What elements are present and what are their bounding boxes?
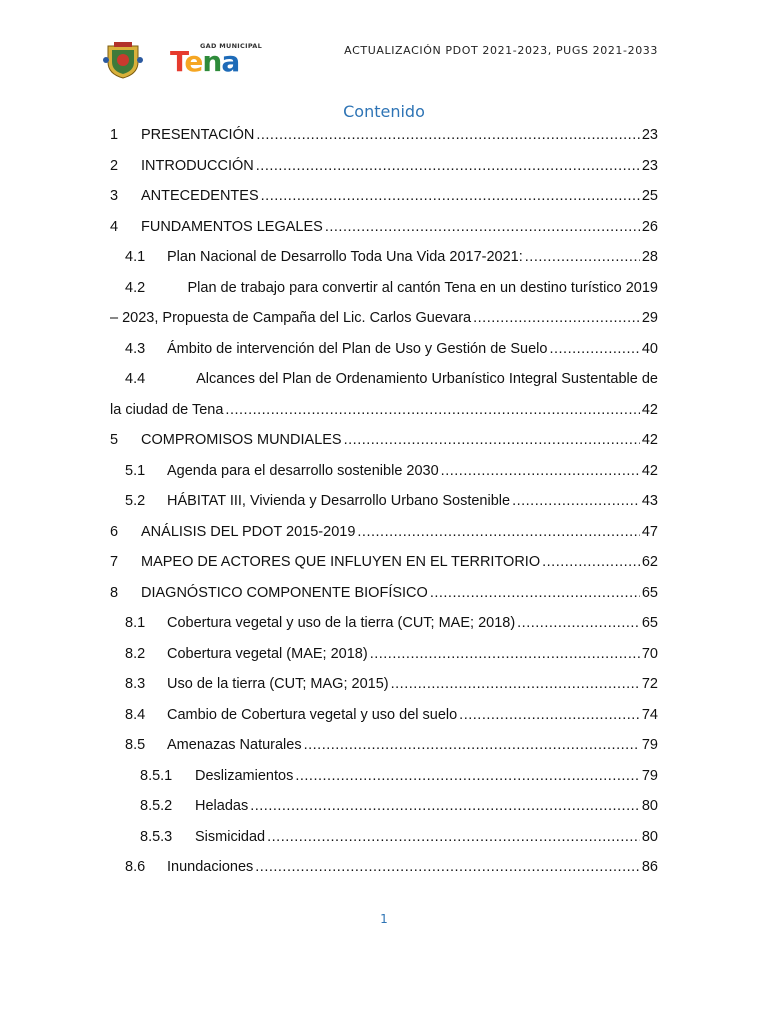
toc-label: Cobertura vegetal (MAE; 2018): [167, 645, 368, 662]
toc-entry[interactable]: [110, 151, 658, 182]
toc-label: INTRODUCCIÓN: [141, 157, 254, 174]
toc-number: 8.5: [125, 737, 146, 753]
toc-page: 23: [641, 157, 658, 174]
toc-number: 2: [110, 157, 119, 174]
toc-label: MAPEO DE ACTORES QUE INFLUYEN EN EL TERRITORIO: [141, 554, 541, 570]
dot-leader: [325, 212, 640, 243]
toc-entry[interactable]: [110, 181, 658, 212]
dot-leader: [256, 151, 640, 182]
toc-entry[interactable]: [110, 212, 658, 243]
toc-number: 8.4: [125, 706, 146, 723]
dot-leader: [525, 242, 640, 273]
logo-label: GAD MUNICIPAL: [200, 42, 263, 50]
toc-page: 25: [641, 188, 658, 204]
toc-entry[interactable]: [110, 456, 658, 487]
toc-number: 4.1: [125, 249, 146, 265]
dot-leader: [473, 303, 640, 334]
dot-leader: [295, 761, 640, 792]
toc-page: 80: [641, 798, 658, 814]
page-number: 1: [380, 912, 388, 926]
toc-number: 8.6: [125, 859, 146, 875]
toc-number: 4.3: [125, 340, 146, 357]
toc-number: 8.1: [125, 615, 146, 631]
toc-entry[interactable]: [110, 761, 658, 792]
toc-entry[interactable]: [110, 547, 658, 578]
toc-number: 4.2: [125, 279, 146, 296]
toc-page: 23: [641, 127, 658, 143]
toc-number: 8.3: [125, 676, 146, 692]
toc-number: 8.5.2: [140, 798, 173, 814]
dot-leader: [255, 852, 640, 883]
toc-entry[interactable]: [110, 425, 658, 456]
toc-page: 40: [641, 340, 658, 357]
toc-label: Uso de la tierra (CUT; MAG; 2015): [167, 676, 389, 692]
toc-number: 5.1: [125, 462, 146, 479]
toc-entry[interactable]: [110, 364, 658, 425]
header-title: ACTUALIZACIÓN PDOT 2021-2023, PUGS 2021-2033: [344, 44, 658, 57]
dot-leader: [370, 639, 640, 670]
toc-number: 8.2: [125, 645, 146, 662]
dot-leader: [250, 791, 640, 822]
dot-leader: [304, 730, 640, 761]
toc-label-line2: – 2023, Propuesta de Campaña del Lic. Carlos Guevara: [110, 310, 472, 326]
dot-leader: [542, 547, 640, 578]
toc-entry[interactable]: [110, 486, 658, 517]
toc-number: 4: [110, 218, 119, 235]
toc-label: Plan Nacional de Desarrollo Toda Una Vida 2017-2021:: [167, 249, 523, 265]
toc-entry[interactable]: [110, 334, 658, 365]
toc-entry[interactable]: [110, 608, 658, 639]
toc-label: Agenda para el desarrollo sostenible 2030: [167, 462, 439, 479]
toc-label: Cambio de Cobertura vegetal y uso del suelo: [167, 706, 458, 723]
toc-number: 8: [110, 584, 119, 601]
toc-number: 8.5.3: [140, 828, 173, 845]
toc-entry[interactable]: [110, 639, 658, 670]
toc-label-line2: la ciudad de Tena: [110, 401, 224, 418]
toc-page: 42: [641, 462, 658, 479]
toc-number: 3: [110, 188, 119, 204]
dot-leader: [267, 822, 640, 853]
toc-entry[interactable]: [110, 242, 658, 273]
toc-number: 7: [110, 554, 119, 570]
toc-label: FUNDAMENTOS LEGALES: [141, 218, 323, 235]
toc-label: Cobertura vegetal y uso de la tierra (CUT; MAE; 2018): [167, 615, 516, 631]
page-header: [0, 0, 768, 100]
toc-page: 43: [641, 493, 658, 509]
dot-leader: [441, 456, 640, 487]
toc-entry[interactable]: [110, 791, 658, 822]
toc-label: HÁBITAT III, Vivienda y Desarrollo Urbano Sostenible: [167, 493, 511, 509]
toc-page: 62: [641, 554, 658, 570]
dot-leader: [459, 700, 640, 731]
toc-page: 65: [641, 584, 658, 601]
toc-label: Sismicidad: [195, 828, 266, 845]
toc-page: 70: [641, 645, 658, 662]
toc-label: Amenazas Naturales: [167, 737, 302, 753]
toc-label: ANTECEDENTES: [141, 188, 259, 204]
toc-page: 65: [641, 615, 658, 631]
toc-page: 42: [641, 401, 658, 418]
toc-entry[interactable]: [110, 852, 658, 883]
toc-number: 5: [110, 432, 119, 448]
table-of-contents: [110, 120, 658, 883]
dot-leader: [261, 181, 640, 212]
toc-label: DIAGNÓSTICO COMPONENTE BIOFÍSICO: [141, 584, 428, 601]
toc-label: COMPROMISOS MUNDIALES: [141, 432, 342, 448]
toc-entry[interactable]: [110, 822, 658, 853]
toc-page: 47: [641, 523, 658, 540]
toc-label: ANÁLISIS DEL PDOT 2015-2019: [141, 523, 356, 540]
dot-leader: [517, 608, 640, 639]
toc-page: 80: [641, 828, 658, 845]
tena-logo-wordmark: Tena: [170, 45, 240, 78]
toc-label: Inundaciones: [167, 859, 254, 875]
toc-number: 6: [110, 523, 119, 540]
municipal-shield-logo: [100, 40, 146, 80]
toc-page: 79: [641, 767, 658, 784]
toc-entry[interactable]: [110, 517, 658, 548]
toc-page: 29: [641, 310, 658, 326]
toc-entry[interactable]: [110, 669, 658, 700]
toc-page: 74: [641, 706, 658, 723]
toc-entry[interactable]: [110, 120, 658, 151]
dot-leader: [344, 425, 640, 456]
toc-entry[interactable]: [110, 730, 658, 761]
toc-label: Heladas: [195, 798, 249, 814]
toc-page: 79: [641, 737, 658, 753]
toc-label: Deslizamientos: [195, 767, 294, 784]
toc-page: 28: [641, 249, 658, 265]
toc-page: 26: [641, 218, 658, 235]
toc-entry[interactable]: [110, 578, 658, 609]
toc-number: 4.4: [125, 371, 146, 387]
dot-leader: [549, 334, 639, 365]
dot-leader: [391, 669, 640, 700]
dot-leader: [225, 395, 639, 426]
toc-label-line1: Alcances del Plan de Ordenamiento Urbanístico Integral Sustentable de: [196, 371, 658, 387]
toc-label-line1: Plan de trabajo para convertir al cantón Tena en un destino turístico 2019: [187, 279, 658, 296]
dot-leader: [256, 120, 640, 151]
toc-number: 1: [110, 127, 119, 143]
toc-label: PRESENTACIÓN: [141, 127, 255, 143]
toc-entry[interactable]: [110, 700, 658, 731]
toc-title: Contenido: [343, 102, 425, 121]
dot-leader: [357, 517, 639, 548]
toc-page: 42: [641, 432, 658, 448]
dot-leader: [512, 486, 640, 517]
toc-page: 72: [641, 676, 658, 692]
toc-number: 5.2: [125, 493, 146, 509]
toc-entry[interactable]: [110, 273, 658, 334]
toc-page: 86: [641, 859, 658, 875]
toc-number: 8.5.1: [140, 767, 173, 784]
dot-leader: [430, 578, 640, 609]
toc-label: Ámbito de intervención del Plan de Uso y Gestión de Suelo: [167, 340, 548, 357]
